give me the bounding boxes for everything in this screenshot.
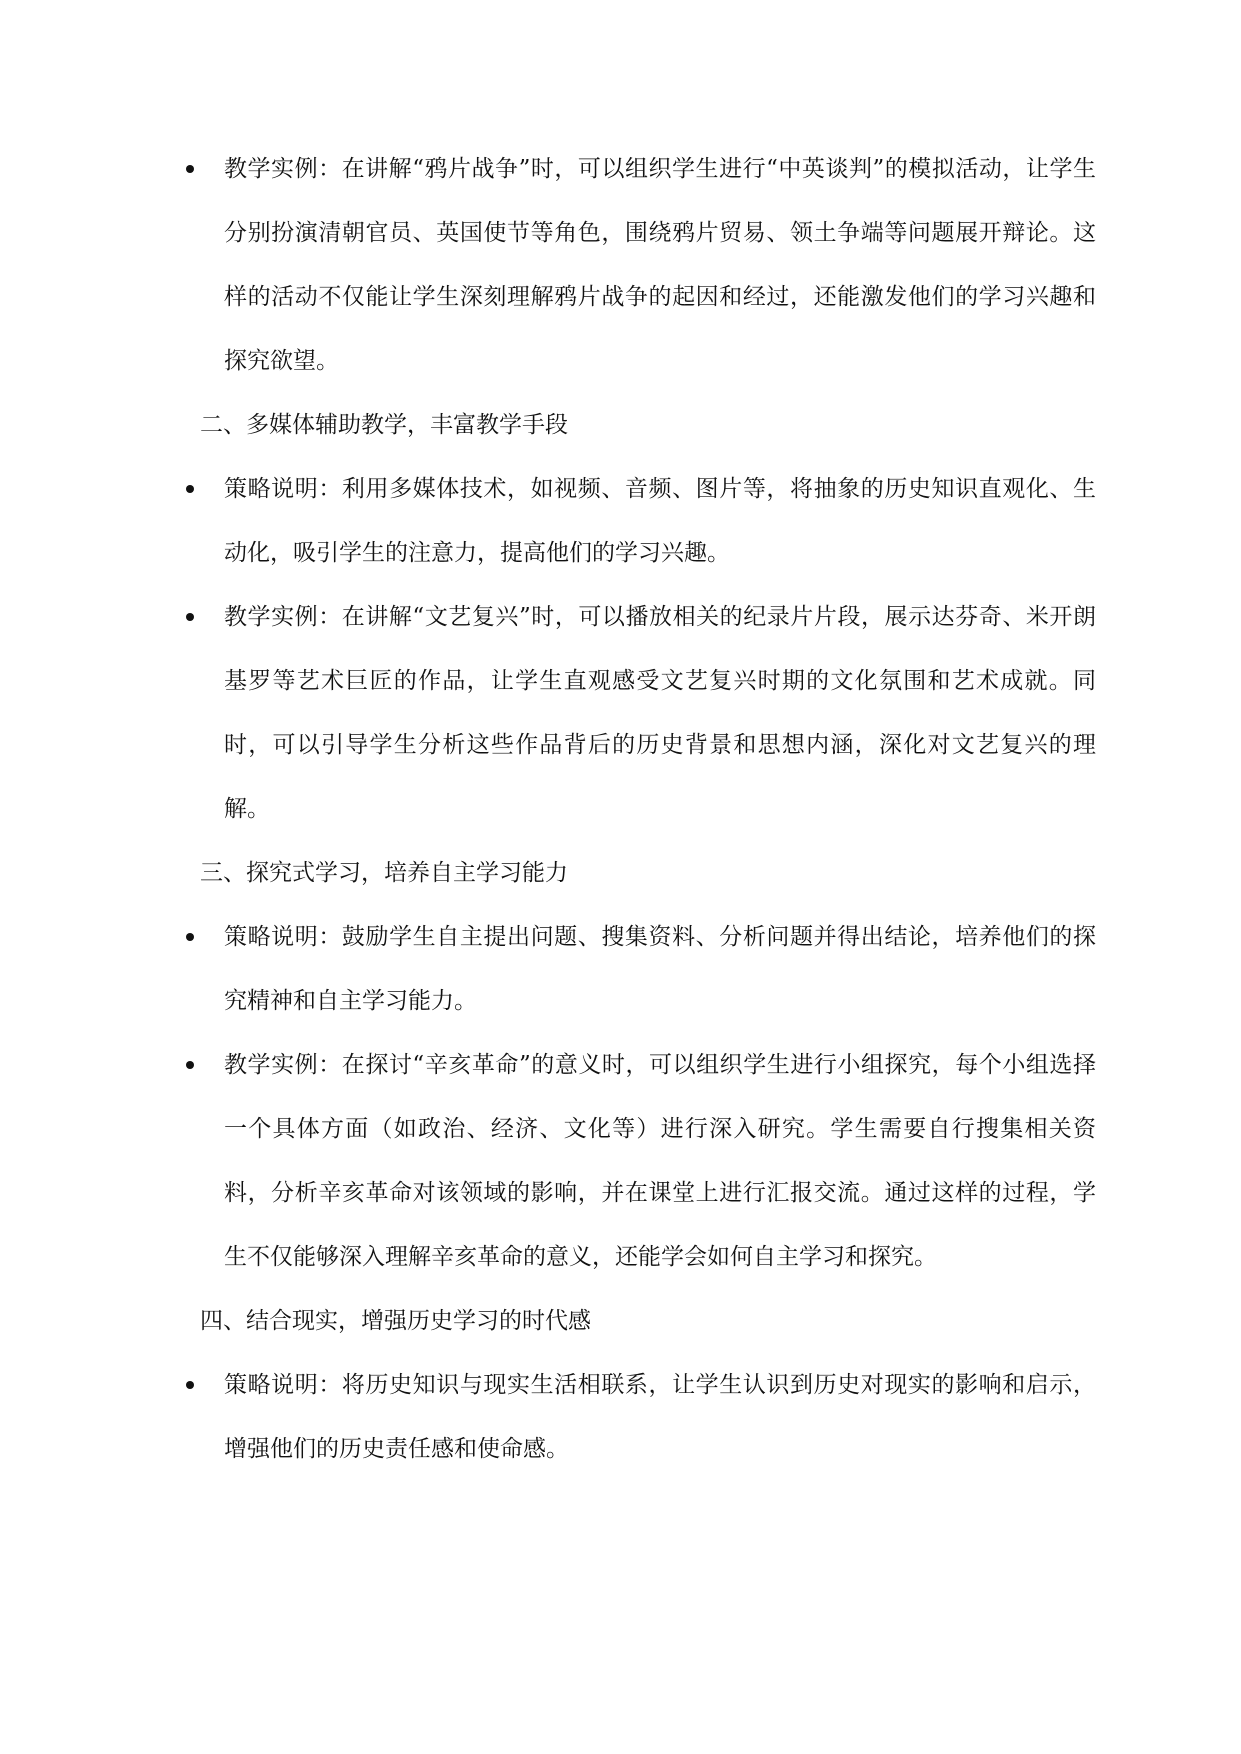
bullet-dot-icon (186, 1061, 194, 1069)
section-heading: 三、探究式学习，培养自主学习能力 (200, 860, 568, 886)
bullet-text: 策略说明：利用多媒体技术，如视频、音频、图片等，将抽象的历史知识直观化、生动化，吸引学生的注意力，提高他们的学习兴趣。 (224, 476, 1096, 566)
bullet-dot-icon (186, 613, 194, 621)
bullet-dot-icon (186, 1381, 194, 1389)
bullet-text: 策略说明：鼓励学生自主提出问题、搜集资料、分析问题并得出结论，培养他们的探究精神和自主学习能力。 (224, 924, 1096, 1014)
bullet-item (186, 1353, 1096, 1481)
bullet-dot-icon (186, 485, 194, 493)
bullet-item (186, 585, 1096, 841)
bullet-text: 教学实例：在探讨“辛亥革命”的意义时，可以组织学生进行小组探究，每个小组选择一个具体方面（如政治、经济、文化等）进行深入研究。学生需要自行搜集相关资料，分析辛亥革命对该领域的影响，并在课堂上进行汇报交流。通过这样的过程，学生不仅能够深入理解辛亥革命的意义，还能学会如何自主学习和探究。 (224, 1052, 1096, 1270)
document-body (186, 137, 1096, 1481)
bullet-text: 教学实例：在讲解“鸦片战争”时，可以组织学生进行“中英谈判”的模拟活动，让学生分别扮演清朝官员、英国使节等角色，围绕鸦片贸易、领土争端等问题展开辩论。这样的活动不仅能让学生深刻理解鸦片战争的起因和经过，还能激发他们的学习兴趣和探究欲望。 (224, 156, 1096, 374)
section-heading: 二、多媒体辅助教学，丰富教学手段 (200, 412, 568, 438)
bullet-item (186, 457, 1096, 585)
bullet-item (186, 137, 1096, 393)
bullet-text: 教学实例：在讲解“文艺复兴”时，可以播放相关的纪录片片段，展示达芬奇、米开朗基罗等艺术巨匠的作品，让学生直观感受文艺复兴时期的文化氛围和艺术成就。同时，可以引导学生分析这些作品背后的历史背景和思想内涵，深化对文艺复兴的理解。 (224, 604, 1096, 822)
section-heading: 四、结合现实，增强历史学习的时代感 (200, 1308, 591, 1334)
bullet-item (186, 1033, 1096, 1289)
bullet-dot-icon (186, 933, 194, 941)
bullet-text: 策略说明：将历史知识与现实生活相联系，让学生认识到历史对现实的影响和启示，增强他们的历史责任感和使命感。 (224, 1372, 1096, 1462)
bullet-item (186, 905, 1096, 1033)
bullet-dot-icon (186, 165, 194, 173)
